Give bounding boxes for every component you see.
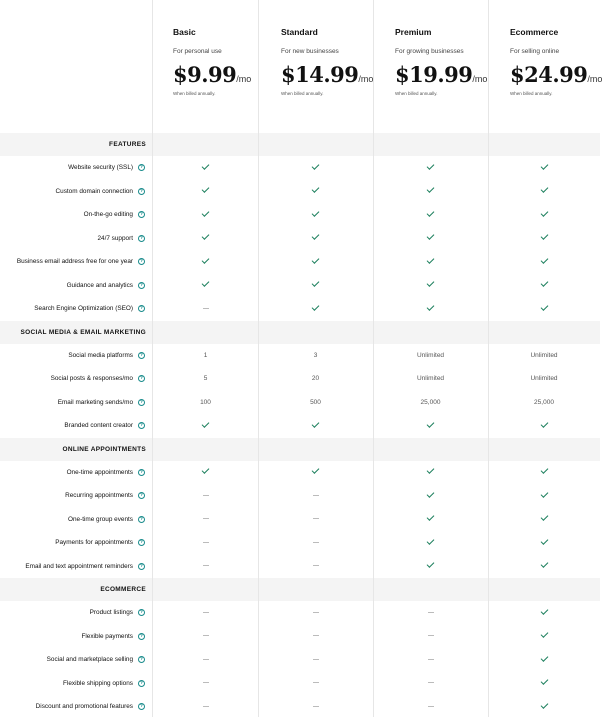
check-icon <box>540 232 548 240</box>
section-header <box>0 578 600 601</box>
check-icon <box>312 185 320 193</box>
billing-note: When billed annually. <box>510 91 553 96</box>
question-circle-icon[interactable]: ? <box>138 211 145 218</box>
billing-note: When billed annually. <box>173 91 216 96</box>
check-cell <box>373 531 488 555</box>
plans-header <box>0 0 600 133</box>
dash-cell <box>258 508 373 532</box>
check-cell <box>153 250 258 274</box>
check-cell <box>258 274 373 298</box>
price-period: /mo <box>236 74 252 84</box>
check-cell <box>153 156 258 180</box>
value-cell: 25,000 <box>534 398 554 406</box>
check-cell <box>373 461 488 485</box>
price-amount: $19.99 <box>395 62 473 87</box>
value-cell: 1 <box>203 351 208 359</box>
check-icon <box>540 701 548 709</box>
column-divider <box>373 0 374 717</box>
check-icon <box>312 232 320 240</box>
feature-label: Custom domain connection <box>55 187 133 195</box>
dash-cell <box>153 625 258 649</box>
billing-note: When billed annually. <box>395 91 438 96</box>
dash-icon <box>313 565 319 566</box>
check-icon <box>202 279 210 287</box>
feature-label: Business email address free for one year <box>16 258 133 265</box>
question-circle-icon[interactable]: ? <box>138 633 145 640</box>
dash-cell <box>153 297 258 321</box>
check-cell <box>153 274 258 298</box>
feature-label: Search Engine Optimization (SEO) <box>34 305 133 312</box>
value-cell: 20 <box>311 375 320 382</box>
feature-row <box>0 391 600 415</box>
value-cell: 3 <box>313 351 318 359</box>
section-title: ECOMMERCE <box>100 586 146 593</box>
dash-cell <box>373 695 488 719</box>
check-icon <box>427 279 435 287</box>
feature-row <box>0 625 600 649</box>
dash-icon <box>203 659 209 660</box>
check-cell <box>488 531 600 555</box>
feature-row <box>0 672 600 696</box>
question-circle-icon[interactable]: ? <box>138 282 145 289</box>
check-icon <box>540 256 548 264</box>
value-cell: Unlimited <box>416 375 445 382</box>
feature-row <box>0 227 600 251</box>
dash-cell <box>258 555 373 579</box>
dash-cell <box>153 508 258 532</box>
check-cell <box>258 297 373 321</box>
check-cell <box>373 508 488 532</box>
feature-label: Recurring appointments <box>65 492 133 499</box>
dash-icon <box>313 635 319 636</box>
feature-row <box>0 297 600 321</box>
feature-row <box>0 274 600 298</box>
question-circle-icon[interactable]: ? <box>138 539 145 546</box>
dash-cell <box>373 648 488 672</box>
check-icon <box>312 162 320 170</box>
dash-cell <box>153 672 258 696</box>
check-cell <box>488 601 600 625</box>
feature-label: One-time group events <box>67 515 133 523</box>
plan-ecommerce <box>488 0 600 133</box>
dash-cell <box>258 648 373 672</box>
feature-row <box>0 648 600 672</box>
feature-label: Flexible payments <box>81 632 133 640</box>
feature-label: Guidance and analytics <box>66 281 133 289</box>
check-cell <box>488 156 600 180</box>
question-circle-icon[interactable]: ? <box>138 258 145 265</box>
section-header <box>0 321 600 344</box>
check-cell <box>373 555 488 579</box>
value-cell: Unlimited <box>530 375 558 382</box>
check-cell <box>258 250 373 274</box>
check-icon <box>540 279 548 287</box>
dash-icon <box>313 518 319 519</box>
dash-icon <box>428 682 434 683</box>
value-cell: 100 <box>200 398 211 406</box>
check-icon <box>540 420 548 428</box>
question-circle-icon[interactable]: ? <box>138 469 145 476</box>
section-header <box>0 438 600 461</box>
check-icon <box>427 303 435 311</box>
dash-cell <box>258 695 373 719</box>
check-cell <box>153 414 258 438</box>
plan-description: For selling online <box>510 48 560 55</box>
check-icon <box>540 677 548 685</box>
value-cell: 25,000 <box>420 398 441 406</box>
check-icon <box>540 513 548 521</box>
feature-row <box>0 367 600 391</box>
question-circle-icon[interactable]: ? <box>138 188 145 195</box>
question-circle-icon[interactable]: ? <box>138 235 145 242</box>
check-cell <box>373 297 488 321</box>
plan-premium <box>373 0 488 133</box>
dash-cell <box>153 648 258 672</box>
feature-label: Flexible shipping options <box>63 679 133 687</box>
plan-name: Standard <box>281 27 318 37</box>
check-cell <box>153 203 258 227</box>
value-cell: Unlimited <box>530 351 558 359</box>
dash-icon <box>203 635 209 636</box>
price-amount: $9.99 <box>173 62 237 87</box>
check-cell <box>488 484 600 508</box>
check-cell <box>488 414 600 438</box>
check-cell <box>373 274 488 298</box>
check-icon <box>427 256 435 264</box>
feature-row <box>0 180 600 204</box>
price-period: /mo <box>472 74 488 84</box>
value-cell: 5 <box>203 375 208 382</box>
dash-icon <box>428 612 434 613</box>
check-cell <box>153 180 258 204</box>
feature-label: Payments for appointments <box>55 539 133 546</box>
check-icon <box>427 185 435 193</box>
check-icon <box>312 466 320 474</box>
check-cell <box>488 555 600 579</box>
dash-cell <box>153 484 258 508</box>
check-icon <box>540 490 548 498</box>
question-circle-icon[interactable]: ? <box>138 656 145 663</box>
check-cell <box>153 227 258 251</box>
plan-price <box>173 62 251 87</box>
dash-icon <box>428 635 434 636</box>
plan-price <box>395 62 487 87</box>
value-cell: 500 <box>310 398 321 406</box>
check-icon <box>202 209 210 217</box>
feature-label: Branded content creator <box>64 422 133 429</box>
feature-row <box>0 508 600 532</box>
check-icon <box>540 303 548 311</box>
check-icon <box>312 420 320 428</box>
price-amount: $24.99 <box>510 62 588 87</box>
feature-row <box>0 203 600 227</box>
feature-row <box>0 555 600 579</box>
question-circle-icon[interactable]: ? <box>138 516 145 523</box>
question-circle-icon[interactable]: ? <box>138 375 145 382</box>
dash-icon <box>428 706 434 707</box>
plan-description: For personal use <box>173 48 222 55</box>
check-icon <box>540 607 548 615</box>
check-cell <box>488 297 600 321</box>
check-icon <box>540 466 548 474</box>
question-circle-icon[interactable]: ? <box>138 352 145 359</box>
feature-label: Website security (SSL) <box>68 164 133 171</box>
price-period: /mo <box>358 74 374 84</box>
question-circle-icon[interactable]: ? <box>138 609 145 616</box>
check-cell <box>488 250 600 274</box>
check-cell <box>488 648 600 672</box>
section-title: SOCIAL MEDIA & EMAIL MARKETING <box>20 328 146 336</box>
check-icon <box>427 232 435 240</box>
dash-icon <box>313 682 319 683</box>
dash-icon <box>428 659 434 660</box>
plan-price <box>510 62 602 87</box>
feature-label: Social posts & responses/mo <box>50 375 133 382</box>
check-icon <box>427 466 435 474</box>
check-icon <box>427 420 435 428</box>
feature-row <box>0 156 600 180</box>
billing-note: When billed annually. <box>281 91 324 96</box>
section-title: FEATURES <box>109 141 146 148</box>
check-icon <box>427 490 435 498</box>
question-circle-icon[interactable]: ? <box>138 305 145 312</box>
check-cell <box>373 414 488 438</box>
check-cell <box>258 180 373 204</box>
dash-icon <box>313 612 319 613</box>
check-icon <box>427 537 435 545</box>
dash-cell <box>258 625 373 649</box>
dash-icon <box>313 495 319 496</box>
check-cell <box>373 250 488 274</box>
check-cell <box>258 156 373 180</box>
feature-label: Product listings <box>89 609 133 616</box>
feature-label: 24/7 support <box>97 234 133 242</box>
check-cell <box>373 227 488 251</box>
check-cell <box>373 156 488 180</box>
plan-description: For growing businesses <box>395 48 464 55</box>
dash-cell <box>258 601 373 625</box>
check-cell <box>373 484 488 508</box>
check-cell <box>258 414 373 438</box>
dash-cell <box>373 672 488 696</box>
check-icon <box>540 185 548 193</box>
check-cell <box>488 672 600 696</box>
dash-cell <box>258 531 373 555</box>
check-cell <box>258 203 373 227</box>
check-cell <box>153 461 258 485</box>
feature-row <box>0 531 600 555</box>
dash-icon <box>313 659 319 660</box>
feature-row <box>0 601 600 625</box>
check-icon <box>540 560 548 568</box>
check-icon <box>427 209 435 217</box>
check-cell <box>488 203 600 227</box>
check-icon <box>202 256 210 264</box>
dash-icon <box>313 542 319 543</box>
dash-cell <box>153 601 258 625</box>
plan-name: Premium <box>395 27 432 37</box>
question-circle-icon[interactable]: ? <box>138 563 145 570</box>
feature-row <box>0 484 600 508</box>
check-cell <box>488 180 600 204</box>
check-cell <box>488 625 600 649</box>
check-cell <box>373 180 488 204</box>
check-icon <box>312 209 320 217</box>
check-icon <box>202 162 210 170</box>
plan-name: Ecommerce <box>510 27 559 37</box>
value-cell: Unlimited <box>416 351 445 359</box>
check-icon <box>202 232 210 240</box>
question-circle-icon[interactable]: ? <box>138 164 145 171</box>
question-circle-icon[interactable]: ? <box>138 422 145 429</box>
check-icon <box>540 654 548 662</box>
feature-label: Email marketing sends/mo <box>57 398 133 406</box>
plan-standard <box>258 0 373 133</box>
question-circle-icon[interactable]: ? <box>138 703 145 710</box>
plan-description: For new businesses <box>281 48 339 55</box>
dash-cell <box>373 601 488 625</box>
check-icon <box>202 466 210 474</box>
check-cell <box>258 227 373 251</box>
price-amount: $14.99 <box>281 62 359 87</box>
dash-icon <box>203 682 209 683</box>
feature-label: Discount and promotional features <box>35 703 133 710</box>
dash-icon <box>203 495 209 496</box>
feature-row <box>0 695 600 719</box>
dash-icon <box>313 706 319 707</box>
check-icon <box>202 420 210 428</box>
dash-icon <box>203 542 209 543</box>
check-icon <box>202 185 210 193</box>
feature-row <box>0 344 600 368</box>
dash-icon <box>203 706 209 707</box>
price-period: /mo <box>587 74 602 84</box>
plan-name: Basic <box>173 27 196 37</box>
check-cell <box>488 508 600 532</box>
check-cell <box>258 461 373 485</box>
check-icon <box>540 537 548 545</box>
check-cell <box>488 274 600 298</box>
column-divider <box>258 0 259 717</box>
column-divider <box>152 0 153 717</box>
dash-icon <box>203 612 209 613</box>
check-icon <box>540 162 548 170</box>
check-icon <box>427 560 435 568</box>
check-cell <box>373 203 488 227</box>
check-icon <box>312 279 320 287</box>
dash-icon <box>203 518 209 519</box>
column-divider <box>488 0 489 717</box>
plan-basic <box>153 0 258 133</box>
check-cell <box>488 461 600 485</box>
section-header <box>0 133 600 156</box>
feature-label: Social media platforms <box>68 351 133 359</box>
dash-cell <box>258 672 373 696</box>
dash-cell <box>258 484 373 508</box>
feature-label: Email and text appointment reminders <box>25 562 133 570</box>
dash-cell <box>153 695 258 719</box>
check-icon <box>427 162 435 170</box>
feature-label: Social and marketplace selling <box>46 656 133 663</box>
dash-icon <box>203 308 209 309</box>
feature-row <box>0 461 600 485</box>
check-icon <box>540 630 548 638</box>
question-circle-icon[interactable]: ? <box>138 399 145 406</box>
check-icon <box>312 256 320 264</box>
question-circle-icon[interactable]: ? <box>138 680 145 687</box>
dash-cell <box>153 531 258 555</box>
comparison-table <box>0 133 600 719</box>
section-title: ONLINE APPOINTMENTS <box>62 445 146 453</box>
feature-label: One-time appointments <box>66 468 133 476</box>
dash-cell <box>153 555 258 579</box>
feature-row <box>0 250 600 274</box>
check-icon <box>540 209 548 217</box>
question-circle-icon[interactable]: ? <box>138 492 145 499</box>
feature-row <box>0 414 600 438</box>
check-cell <box>488 227 600 251</box>
check-cell <box>488 695 600 719</box>
check-icon <box>312 303 320 311</box>
dash-cell <box>373 625 488 649</box>
check-icon <box>427 513 435 521</box>
dash-icon <box>203 565 209 566</box>
plan-price <box>281 62 373 87</box>
feature-label: On-the-go editing <box>83 211 133 218</box>
